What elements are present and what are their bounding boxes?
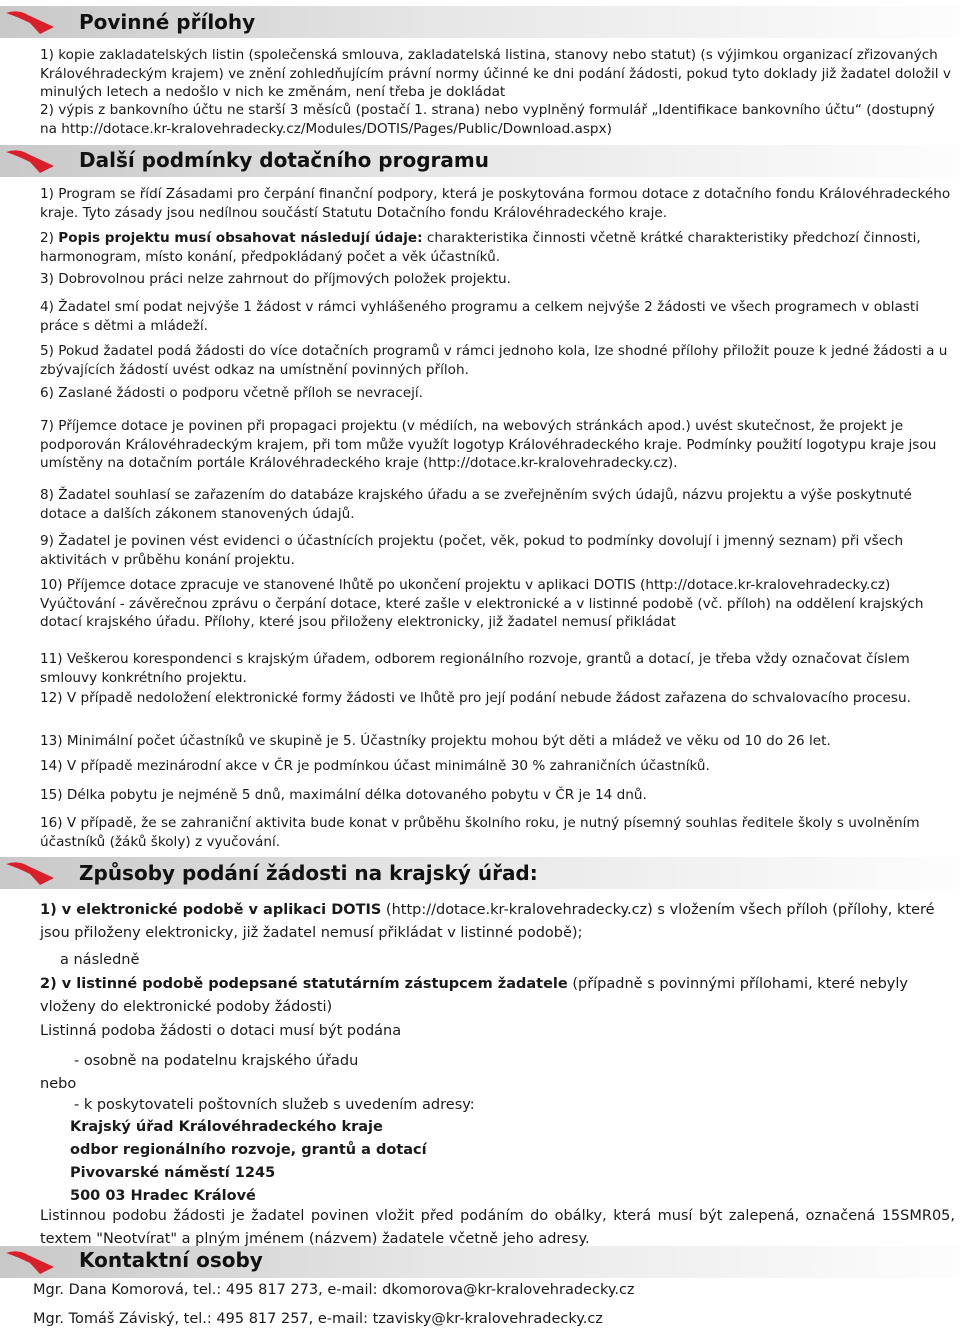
submission-paper-bold: 2) v listinné podobě podepsané statutárním zástupcem žadatele [40, 976, 568, 992]
condition-2-prefix: 2) [40, 230, 59, 246]
submission-paper [40, 973, 955, 1018]
red-arrow-icon [4, 142, 62, 176]
attachment-1: 1) kopie zakladatelských listin (společenská smlouva, zakladatelská listina, stanovy nebo statut) (s výjimkou organizací zřizovaných Královéhradeckým krajem) ve znění zohledňujícím právní normy účinné ke dni podání žádosti, pokud tyto doklady již žadatel doložil v minulých letech a nedošlo v nich ke změnám, není třeba je dokládat [40, 47, 951, 100]
condition-1: 1) Program se řídí Zásadami pro čerpání finanční podpory, která je poskytována formou dotace z dotačního fondu Královéhradeckého kraje. Tyto zásady jsou nedílnou součástí Statutu Dotačního fondu Královéhradeckého kraje. [40, 186, 951, 221]
red-arrow-icon [4, 1243, 62, 1277]
condition-7: 7) Příjemce dotace je povinen při propagaci projektu (v médiích, na webových stránkách apod.) uvést skutečnost, že projekt je podporován Královéhradeckým krajem, při tom může využít logotyp Královéhradeckého kraje. Podmínky použití logotypu kraje jsou umístěny na dotačním portále Královéhradeckého kraje (http://dotace.kr-kralovehradecky.cz). [40, 418, 937, 471]
submission-electronic-rest: (http://dotace.kr-kralovehradecky.cz) s vložením všech příloh (přílohy, které jsou přiloženy elektronicky, již žadatel nemusí přikládat v listinné podobě); [40, 902, 935, 941]
condition-10: 10) Příjemce dotace zpracuje ve stanovené lhůtě po ukončení projektu v aplikaci DOTIS (http://dotace.kr-kralovehradecky.cz) Vyúčtování - závěrečnou zprávu o čerpání dotace, které zašle v elektronické a v listinné podobě (vč. příloh) na oddělení krajských dotací krajského úřadu. Přílohy, které jsou přiloženy elektronicky, již žadatel nemusí přikládat [40, 577, 924, 630]
condition-14: 14) V případě mezinárodní akce v ČR je podmínkou účast minimálně 30 % zahraničních účastníků. [40, 758, 710, 774]
condition-8: 8) Žadatel souhlasí se zařazením do databáze krajského úřadu a se zveřejněním svých údajů, názvu projektu a výše poskytnuté dotace a dalších zákonem stanovených údajů. [40, 487, 912, 522]
condition-16: 16) V případě, že se zahraniční aktivita bude konat v průběhu školního roku, je nutný písemný souhlas ředitele školy s uvolněním účastníků (žáků školy) z vyučování. [40, 815, 920, 850]
condition-11: 11) Veškerou korespondenci s krajským úřadem, odborem regionálního rozvoje, grantů a dotací, je třeba vždy označovat číslem smlouvy konkrétního projektu. [40, 651, 910, 686]
submission-must: Listinná podoba žádosti o dotaci musí být podána [40, 1023, 402, 1039]
red-arrow-icon [4, 3, 62, 37]
submission-option-post: - k poskytovateli poštovních služeb s uvedením adresy: [74, 1097, 475, 1113]
submission-electronic [40, 899, 955, 944]
section-title-contacts: Kontaktní osoby [79, 1248, 263, 1272]
address-line-4: 500 03 Hradec Králové [70, 1188, 256, 1204]
attachment-2: 2) výpis z bankovního účtu ne starší 3 měsíců (postačí 1. strana) nebo vyplněný formulář „Identifikace bankovního účtu“ (dostupný na http://dotace.kr-kralovehradecky.cz/Modules/DOTIS/Pages/Public/Download.aspx) [40, 102, 935, 137]
address-line-3: Pivovarské náměstí 1245 [70, 1165, 276, 1181]
contact-komorova: Mgr. Dana Komorová, tel.: 495 817 273, e-mail: dkomorova@kr-kralovehradecky.cz [33, 1282, 635, 1298]
contact-zavisky: Mgr. Tomáš Záviský, tel.: 495 817 257, e-mail: tzavisky@kr-kralovehradecky.cz [33, 1311, 603, 1327]
condition-15: 15) Délka pobytu je nejméně 5 dnů, maximální délka dotovaného pobytu v ČR je 14 dnů. [40, 787, 647, 803]
red-arrow-icon [4, 854, 62, 888]
condition-12: 12) V případě nedoložení elektronické formy žádosti ve lhůtě pro její podání nebude žádost zařazena do schvalovacího procesu. [40, 690, 911, 706]
submission-option-in-person: - osobně na podatelnu krajského úřadu [74, 1053, 359, 1069]
section-title-submission: Způsoby podání žádosti na krajský úřad: [79, 861, 538, 885]
condition-2-bold: Popis projektu musí obsahovat následují údaje: [58, 230, 423, 246]
condition-2 [40, 229, 955, 266]
condition-3: 3) Dobrovolnou práci nelze zahrnout do příjmových položek projektu. [40, 271, 511, 287]
condition-13: 13) Minimální počet účastníků ve skupině je 5. Účastníky projektu mohou být děti a mládež ve věku od 10 do 26 let. [40, 733, 831, 749]
condition-4: 4) Žadatel smí podat nejvýše 1 žádost v rámci vyhlášeného programu a celkem nejvýše 2 žádosti ve všech programech v oblasti práce s dětmi a mládeží. [40, 299, 920, 334]
section-title-conditions: Další podmínky dotačního programu [79, 148, 489, 172]
submission-or: nebo [40, 1076, 77, 1092]
condition-2-rest: charakteristika činnosti včetně krátké charakteristiky předchozí činnosti, harmonogram, místo konání, předpokládaný počet a věk účastníků. [40, 230, 921, 265]
submission-then: a následně [60, 952, 140, 968]
submission-paper-rest: (případně s povinnými přílohami, které nebyly vloženy do elektronické podoby žádosti) [40, 976, 908, 1015]
address-line-1: Krajský úřad Královéhradeckého kraje [70, 1119, 383, 1135]
submission-envelope: Listinnou podobu žádosti je žadatel povinen vložit před podáním do obálky, která musí být zalepená, označená 15SMR05, textem "Neotvírat" a plným jménem (názvem) žadatele včetně jeho adresy. [40, 1208, 955, 1247]
condition-5: 5) Pokud žadatel podá žádosti do více dotačních programů v rámci jednoho kola, lze shodné přílohy přiložit pouze k jedné žádosti a u zbývajících žádostí uvést odkaz na umístnění povinných příloh. [40, 343, 948, 378]
address-line-2: odbor regionálního rozvoje, grantů a dotací [70, 1142, 427, 1158]
section-title-attachments: Povinné přílohy [79, 10, 256, 34]
condition-9: 9) Žadatel je povinen vést evidenci o účastnících projektu (počet, věk, pokud to podmínky dovolují i jmenný seznam) při všech aktivitách v průběhu konání projektu. [40, 533, 904, 568]
condition-6: 6) Zaslané žádosti o podporu včetně příloh se nevracejí. [40, 385, 423, 401]
submission-electronic-bold: 1) v elektronické podobě v aplikaci DOTIS [40, 902, 382, 918]
